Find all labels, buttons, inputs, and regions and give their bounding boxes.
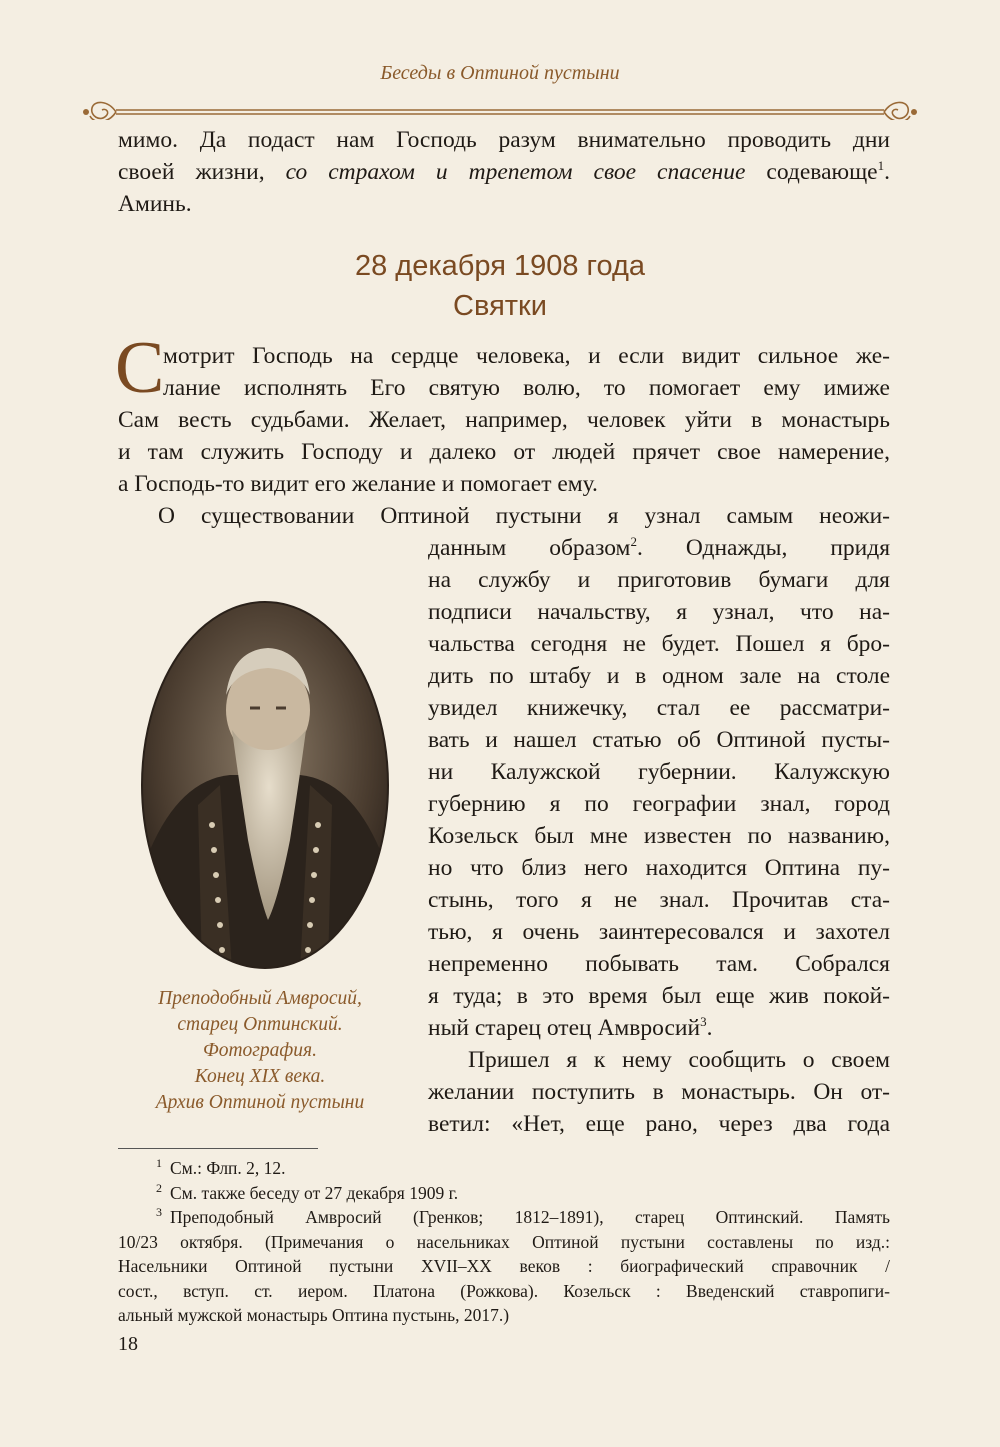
footnote-2 [118,1181,890,1206]
text-line: дить по штабу и в одном зале на столе [428,663,890,689]
text-line: Аминь. [118,191,192,217]
footnote-3-line: Насельники Оптиной пустыни XVII–XX веков : биографический справочник / [118,1256,890,1276]
intro-paragraph [118,124,890,220]
caption-line: Конец XIX века. [194,1066,326,1087]
text-line: ни Калужской губернии. Калужскую [428,759,890,785]
header-ornament-rule [80,80,920,120]
text-line: тью, я очень заинтересовался и захотел [428,919,890,945]
emphasis-quote: со страхом и трепетом свое спасение [285,159,746,185]
text-line [428,1012,890,1044]
text-line: Сам весть судьбами. Желает, например, человек уйти в монастырь [118,407,890,433]
text-line: а Господь-то видит его желание и помогает ему. [118,471,598,497]
paragraph-1 [118,340,890,500]
text-run: . Однажды, придя [636,535,891,561]
caption-line: старец Оптинский. [177,1014,343,1035]
photo-caption [110,986,410,1116]
paragraph-2-first-line [158,500,890,532]
text-line: я туда; в это время был еще жив покой- [428,983,890,1009]
footnote-text: Преподобный Амвросий (Гренков; 1812–1891), старец Оптинский. Память [170,1207,890,1227]
text-line: губернию я по географии знал, город [428,791,890,817]
paragraph-2-column [428,532,890,1140]
text-run: своей жизни, [118,159,286,185]
text-line: ветил: «Нет, еще рано, через два года [428,1111,890,1137]
text-line: на службу и приготовив бумаги для [428,567,890,593]
text-line: но что близ него находится Оптина пу- [428,855,890,881]
footnote-marker: 3 [156,1205,162,1220]
text-line: увидел книжечку, стал ее рассматри- [428,695,890,721]
footnote-text: См.: Флп. 2, 12. [170,1158,286,1178]
text-run: ный старец отец Амвросий [428,1015,701,1041]
text-run: . [706,1015,713,1041]
text-line: Козельск был мне известен по названию, [428,823,890,849]
footnote-ref: 3 [700,1014,707,1030]
footnote-ref: 2 [630,534,637,550]
caption-line: Архив Оптиной пустыни [155,1092,365,1113]
footnote-text: См. также беседу от 27 декабря 1909 г. [170,1182,459,1203]
text-line: подписи начальству, я узнал, что на- [428,599,890,625]
caption-line: Фотография. [203,1040,317,1061]
caption-line: Преподобный Амвросий, [158,988,362,1009]
page-number: 18 [118,1333,138,1355]
text-line: желании поступить в монастырь. Он от- [428,1079,890,1105]
text-line: мимо. Да подаст нам Господь разум внимательно проводить дни [118,127,890,153]
text-line: чальства сегодня не будет. Пошел я бро- [428,631,890,657]
running-header [80,56,920,116]
footnote-marker: 1 [156,1156,162,1171]
footnote-3-line: 10/23 октября. (Примечания о насельниках Оптиной пустыни составлены по изд.: [118,1231,890,1252]
section-subtitle: Святки [453,290,547,322]
text-line [428,532,890,564]
text-line: мотрит Господь на сердце человека, и если видит сильное же- [163,343,890,369]
text-line: вать и нашел статью об Оптиной пусты- [428,727,890,753]
footnote-separator [118,1148,318,1149]
section-date-heading: 28 декабря 1908 года [354,250,646,282]
text-run: данным образом [428,535,631,561]
footnote-marker: 2 [156,1180,162,1195]
footnotes [118,1156,890,1328]
portrait-photo-ambrose [140,600,390,970]
footnote-1 [118,1156,890,1181]
text-line: непременно побывать там. Собрался [428,951,890,977]
text-line [118,156,890,188]
drop-cap: С [115,327,165,409]
footnote-3-line: альный мужской монастырь Оптина пустынь, 2017.) [118,1305,510,1325]
text-run: содевающе [745,159,878,185]
text-line: лание исполнять Его святую волю, то помогает ему имиже [163,375,890,401]
footnote-3-line: сост., вступ. ст. иером. Платона (Рожкова). Козельск : Введенский ставропиги- [118,1280,890,1301]
text-line: О существовании Оптиной пустыни я узнал самым неожи- [158,503,890,529]
text-run: . [884,159,890,185]
text-line: Пришел я к нему сообщить о своем [468,1047,890,1073]
footnote-ref: 1 [877,158,885,174]
text-line: и там служить Господу и далеко от людей прячет свое намерение, [118,439,890,465]
footnote-3 [118,1205,890,1230]
running-title: Беседы в Оптиной пустыни [380,62,620,84]
text-line: стынь, того я не знал. Прочитав ста- [428,887,890,913]
